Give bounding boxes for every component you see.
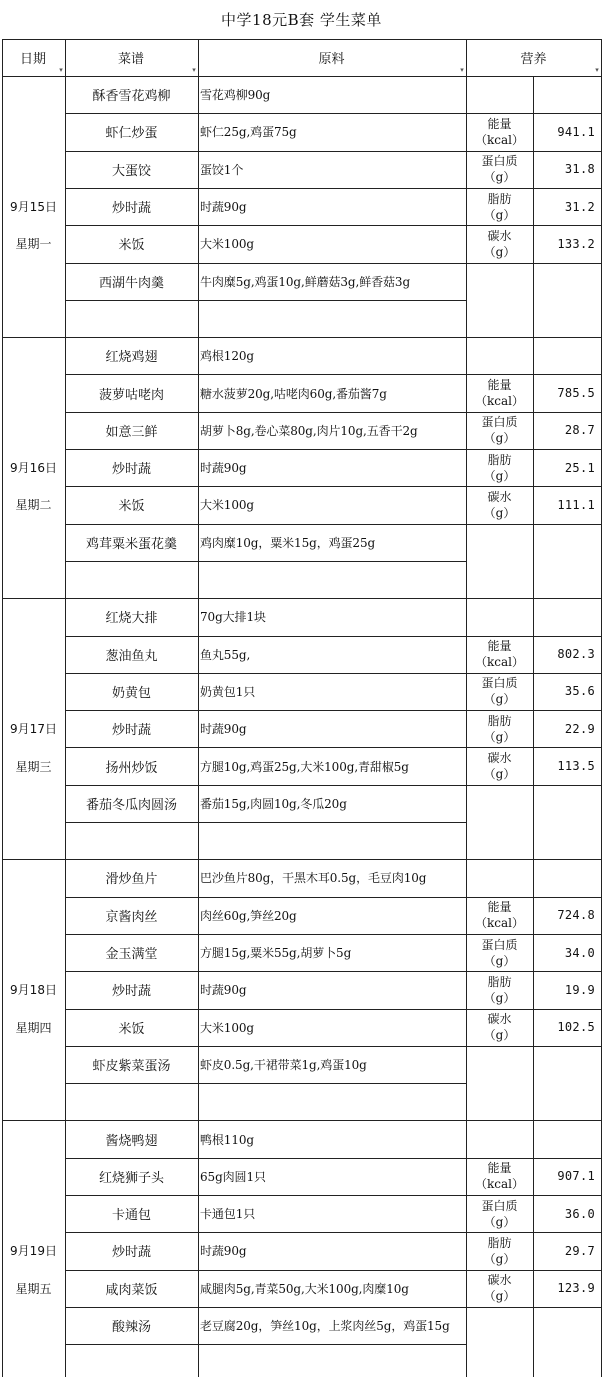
dish-ingredients: 时蔬90g xyxy=(200,983,247,998)
nutrition-unit: （kcal） xyxy=(475,655,524,670)
dish-name: 鸡茸粟米蛋花羹 xyxy=(85,536,177,552)
dish-ingredients: 牛肉糜5g,鸡蛋10g,鲜蘑菇3g,鲜香菇3g xyxy=(200,274,411,289)
nutrition-label-cell xyxy=(466,113,533,150)
grid-line-nutrition-row xyxy=(466,263,601,264)
filter-dropdown-icon-date[interactable]: ▾ xyxy=(59,66,63,74)
nutrition-label: 能量 xyxy=(487,116,512,131)
nutrition-value: 25.1 xyxy=(564,460,595,475)
nutrition-label: 能量 xyxy=(487,378,512,393)
dish-name: 红烧大排 xyxy=(105,611,158,627)
dish-name: 虾仁炒蛋 xyxy=(105,126,158,142)
dish-name: 番茄冬瓜肉圆汤 xyxy=(85,797,177,813)
dish-name xyxy=(65,1083,198,1120)
nutrition-label-cell xyxy=(466,374,533,411)
nutrition-value: 31.2 xyxy=(564,199,595,214)
header-menu: 菜谱 xyxy=(117,52,144,67)
dish-ingredients: 虾皮0.5g,干裙带菜1g,鸡蛋10g xyxy=(200,1057,367,1072)
nutrition-unit: （g） xyxy=(483,1289,516,1304)
dish-name: 金玉满堂 xyxy=(105,947,158,963)
nutrition-label-cell xyxy=(466,636,533,673)
dish-name: 红烧狮子头 xyxy=(98,1170,164,1186)
dish-name: 炒时蔬 xyxy=(111,1245,151,1261)
dish-name: 滑炒鱼片 xyxy=(105,872,158,888)
dish-ingredients: 巴沙鱼片80g，干黑木耳0.5g，毛豆肉10g xyxy=(200,871,427,886)
nutrition-value: 123.9 xyxy=(557,1281,595,1296)
dish-name xyxy=(65,561,198,598)
day-date: 9月17日 xyxy=(10,722,57,737)
nutrition-label-cell xyxy=(466,1158,533,1195)
nutrition-label-cell xyxy=(466,747,533,784)
dish-ingredients xyxy=(198,1083,466,1120)
dish-ingredients: 虾仁25g,鸡蛋75g xyxy=(200,125,297,140)
dish-ingredients xyxy=(198,822,466,859)
filter-dropdown-icon-menu[interactable]: ▾ xyxy=(192,66,196,74)
nutrition-label: 能量 xyxy=(487,1161,512,1176)
dish-name: 炒时蔬 xyxy=(111,201,151,217)
nutrition-value: 941.1 xyxy=(557,124,595,139)
dish-ingredients: 时蔬90g xyxy=(200,722,247,737)
dish-ingredients: 时蔬90g xyxy=(200,200,247,215)
dish-ingredients xyxy=(198,561,466,598)
nutrition-label-cell xyxy=(466,151,533,188)
day-weekday: 星期三 xyxy=(15,759,52,774)
nutrition-label: 能量 xyxy=(487,900,512,915)
dish-name: 京酱肉丝 xyxy=(105,909,158,925)
dish-ingredients: 大米100g xyxy=(200,498,254,513)
dish-name: 米饭 xyxy=(118,499,145,515)
nutrition-value: 133.2 xyxy=(557,236,595,251)
nutrition-label-cell xyxy=(466,1270,533,1307)
page-title: 中学18元B套 学生菜单 xyxy=(221,11,382,29)
nutrition-value: 802.3 xyxy=(557,647,595,662)
filter-dropdown-icon-ingredients[interactable]: ▾ xyxy=(460,66,464,74)
dish-name: 米饭 xyxy=(118,1021,145,1037)
nutrition-label: 碳水 xyxy=(487,1273,512,1288)
nutrition-label: 脂肪 xyxy=(487,452,512,467)
header-nutrition: 营养 xyxy=(520,52,547,67)
dish-name: 菠萝咕咾肉 xyxy=(98,387,164,403)
dish-ingredients: 奶黄包1只 xyxy=(200,684,256,699)
dish-ingredients: 雪花鸡柳90g xyxy=(200,88,271,103)
header-date: 日期 xyxy=(19,52,46,67)
nutrition-unit: （g） xyxy=(483,1251,516,1266)
nutrition-label: 蛋白质 xyxy=(481,154,518,169)
dish-name: 炒时蔬 xyxy=(111,723,151,739)
nutrition-label: 脂肪 xyxy=(487,713,512,728)
nutrition-unit: （g） xyxy=(483,692,516,707)
dish-name: 大蛋饺 xyxy=(111,163,151,179)
dish-ingredients: 大米100g xyxy=(200,237,254,252)
nutrition-label-cell xyxy=(466,934,533,971)
dish-ingredients: 肉丝60g,笋丝20g xyxy=(200,908,297,923)
grid-line-nutrition-row xyxy=(466,1046,601,1047)
day-weekday: 星期二 xyxy=(15,498,52,513)
nutrition-label-cell xyxy=(466,486,533,523)
nutrition-unit: （kcal） xyxy=(475,394,524,409)
nutrition-unit: （kcal） xyxy=(475,1177,524,1192)
dish-ingredients: 鸡根120g xyxy=(200,349,254,364)
nutrition-value: 102.5 xyxy=(557,1020,595,1035)
nutrition-value: 907.1 xyxy=(557,1169,595,1184)
dish-name xyxy=(65,822,198,859)
nutrition-label-cell xyxy=(466,188,533,225)
grid-line-nutrition-row xyxy=(466,1307,601,1308)
dish-name: 咸肉菜饭 xyxy=(105,1282,158,1298)
nutrition-unit: （g） xyxy=(483,431,516,446)
nutrition-value: 724.8 xyxy=(557,908,595,923)
dish-name: 酸辣汤 xyxy=(111,1320,151,1336)
nutrition-value: 111.1 xyxy=(557,497,595,512)
nutrition-label-cell xyxy=(466,1232,533,1269)
day-date: 9月18日 xyxy=(10,983,57,998)
nutrition-value: 31.8 xyxy=(564,162,595,177)
nutrition-value: 113.5 xyxy=(557,759,595,774)
dish-ingredients: 鸡肉糜10g，粟米15g，鸡蛋25g xyxy=(200,535,376,550)
grid-line-nutrition-row xyxy=(466,524,601,525)
dish-ingredients: 时蔬90g xyxy=(200,1244,247,1259)
nutrition-unit: （g） xyxy=(483,767,516,782)
header-ingredients: 原料 xyxy=(318,52,345,67)
dish-name: 炒时蔬 xyxy=(111,984,151,1000)
nutrition-label: 蛋白质 xyxy=(481,1198,518,1213)
nutrition-value: 22.9 xyxy=(564,721,595,736)
nutrition-unit: （g） xyxy=(483,729,516,744)
dish-name xyxy=(65,1344,198,1377)
nutrition-value: 29.7 xyxy=(564,1243,595,1258)
nutrition-label: 脂肪 xyxy=(487,974,512,989)
nutrition-label: 碳水 xyxy=(487,1012,512,1027)
dish-ingredients: 时蔬90g xyxy=(200,461,247,476)
dish-ingredients: 鸭根110g xyxy=(200,1132,254,1147)
dish-ingredients: 胡萝卜8g,卷心菜80g,肉片10g,五香干2g xyxy=(200,423,418,438)
nutrition-unit: （g） xyxy=(483,468,516,483)
dish-name: 米饭 xyxy=(118,238,145,254)
dish-ingredients: 方腿15g,粟米55g,胡萝卜5g xyxy=(200,946,352,961)
nutrition-unit: （g） xyxy=(483,207,516,222)
nutrition-unit: （g） xyxy=(483,990,516,1005)
nutrition-label: 蛋白质 xyxy=(481,676,518,691)
dish-name: 葱油鱼丸 xyxy=(105,648,158,664)
dish-name xyxy=(65,300,198,337)
nutrition-unit: （g） xyxy=(483,953,516,968)
nutrition-value: 36.0 xyxy=(564,1206,595,1221)
dish-ingredients: 大米100g xyxy=(200,1020,254,1035)
dish-ingredients: 鱼丸55g, xyxy=(200,647,251,662)
filter-dropdown-icon-nutrition[interactable]: ▾ xyxy=(595,66,599,74)
nutrition-label: 碳水 xyxy=(487,228,512,243)
nutrition-label-cell xyxy=(466,971,533,1008)
grid-line-vertical xyxy=(601,39,602,1377)
dish-name: 虾皮紫菜蛋汤 xyxy=(92,1058,171,1074)
nutrition-label-cell xyxy=(466,710,533,747)
day-weekday: 星期四 xyxy=(15,1020,52,1035)
dish-name: 酥香雪花鸡柳 xyxy=(92,89,171,105)
nutrition-label-cell xyxy=(466,412,533,449)
nutrition-label-cell xyxy=(466,1009,533,1046)
dish-name: 扬州炒饭 xyxy=(105,760,158,776)
nutrition-unit: （g） xyxy=(483,170,516,185)
dish-ingredients: 方腿10g,鸡蛋25g,大米100g,青甜椒5g xyxy=(200,759,409,774)
grid-line-nutrition-row xyxy=(466,785,601,786)
nutrition-label-cell xyxy=(466,673,533,710)
dish-name: 红烧鸡翅 xyxy=(105,350,158,366)
nutrition-label: 蛋白质 xyxy=(481,415,518,430)
dish-ingredients: 老豆腐20g，笋丝10g，上浆肉丝5g，鸡蛋15g xyxy=(200,1319,450,1334)
nutrition-value: 34.0 xyxy=(564,945,595,960)
nutrition-unit: （g） xyxy=(483,1028,516,1043)
nutrition-value: 35.6 xyxy=(564,684,595,699)
nutrition-label-cell xyxy=(466,1195,533,1232)
dish-ingredients: 番茄15g,肉圆10g,冬瓜20g xyxy=(200,796,347,811)
dish-ingredients: 65g肉圆1只 xyxy=(200,1169,266,1184)
dish-ingredients: 蛋饺1个 xyxy=(200,162,244,177)
nutrition-label: 脂肪 xyxy=(487,191,512,206)
day-weekday: 星期一 xyxy=(15,237,52,252)
nutrition-label-cell xyxy=(466,225,533,262)
nutrition-label-cell xyxy=(466,449,533,486)
dish-name: 西湖牛肉羹 xyxy=(98,275,164,291)
nutrition-value: 28.7 xyxy=(564,423,595,438)
nutrition-label: 碳水 xyxy=(487,751,512,766)
dish-ingredients xyxy=(198,1344,466,1377)
nutrition-unit: （g） xyxy=(483,244,516,259)
day-date: 9月16日 xyxy=(10,461,57,476)
nutrition-unit: （kcal） xyxy=(475,132,524,147)
dish-ingredients: 70g大排1块 xyxy=(200,610,266,625)
dish-name: 卡通包 xyxy=(111,1208,151,1224)
nutrition-value: 19.9 xyxy=(564,982,595,997)
nutrition-label: 蛋白质 xyxy=(481,937,518,952)
nutrition-label-cell xyxy=(466,897,533,934)
nutrition-label: 脂肪 xyxy=(487,1235,512,1250)
nutrition-unit: （kcal） xyxy=(475,916,524,931)
nutrition-unit: （g） xyxy=(483,505,516,520)
nutrition-label: 碳水 xyxy=(487,489,512,504)
day-date: 9月19日 xyxy=(10,1244,57,1259)
dish-name: 酱烧鸭翅 xyxy=(105,1133,158,1149)
dish-ingredients: 卡通包1只 xyxy=(200,1207,256,1222)
dish-ingredients: 糖水菠萝20g,咕咾肉60g,番茄酱7g xyxy=(200,386,387,401)
dish-name: 奶黄包 xyxy=(111,685,151,701)
dish-name: 炒时蔬 xyxy=(111,462,151,478)
dish-ingredients xyxy=(198,300,466,337)
nutrition-unit: （g） xyxy=(483,1214,516,1229)
nutrition-label: 能量 xyxy=(487,639,512,654)
nutrition-value: 785.5 xyxy=(557,386,595,401)
day-date: 9月15日 xyxy=(10,200,57,215)
dish-name: 如意三鲜 xyxy=(105,424,158,440)
dish-ingredients: 咸腿肉5g,青菜50g,大米100g,肉糜10g xyxy=(200,1281,409,1296)
day-weekday: 星期五 xyxy=(15,1281,52,1296)
